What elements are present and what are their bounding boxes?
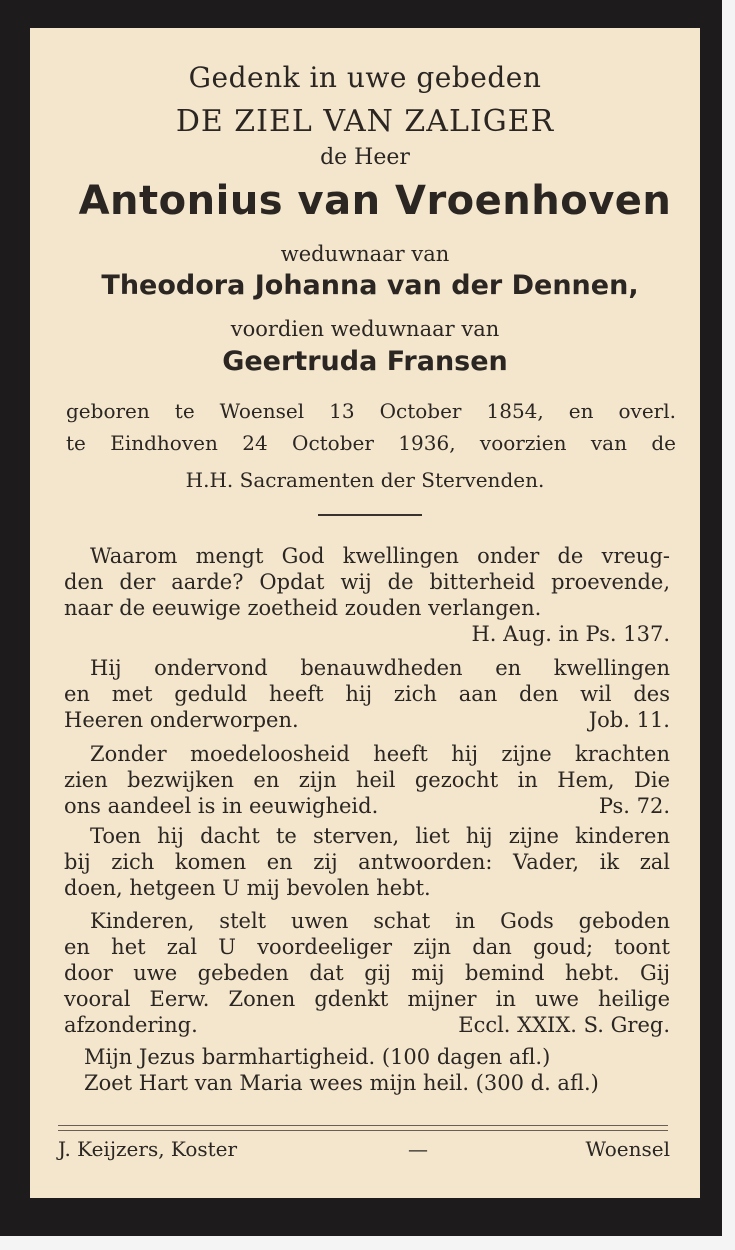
footer (58, 1133, 670, 1165)
paragraph-last-line (64, 707, 670, 733)
paragraph-line: vooral Eerw. Zonen gdenkt mijner in uwe heilige (64, 987, 670, 1011)
paragraph-4 (64, 823, 670, 901)
second-wife-name: Geertruda Fransen (222, 346, 508, 377)
bio-line-3: H.H. Sacramenten der Stervenden. (185, 468, 545, 492)
paragraph-last-line (64, 793, 670, 819)
paragraph-5 (64, 908, 670, 1038)
indulgence-prayers (64, 1044, 670, 1096)
paragraph-line: Hij ondervond benauwdheden en kwellingen (90, 656, 670, 680)
paragraph-line: Waarom mengt God kwellingen onder de vreug- (90, 544, 670, 568)
paragraph-reference: Ps. 72. (598, 794, 670, 818)
paragraph-last-line (64, 1012, 670, 1038)
paragraph-line: en met geduld heeft hij zich aan den wil des (64, 682, 670, 706)
paragraph-3 (64, 741, 670, 819)
paragraph-line: Toen hij dacht te sterven, liet hij zijne kinderen (90, 824, 670, 848)
paragraph-line: door uwe gebeden dat gij mij bemind hebt. Gij (64, 961, 670, 985)
paragraph-line: zien bezwijken en zijn heil gezocht in Hem, Die (64, 768, 670, 792)
header-line-3: de Heer (320, 145, 410, 170)
footer-rule-bottom (58, 1130, 668, 1131)
paragraph-line: Zonder moedeloosheid heeft hij zijne krachten (90, 742, 670, 766)
footer-dash: — (408, 1137, 428, 1161)
paragraph-2 (64, 655, 670, 733)
paragraph-last-text: afzondering. (64, 1013, 198, 1037)
paragraph-line: den der aarde? Opdat wij de bitterheid proevende, (64, 570, 670, 594)
header-line-1: Gedenk in uwe gebeden (188, 61, 542, 94)
widower-of-label: weduwnaar van (280, 242, 450, 266)
paragraph-last-text: ons aandeel is in eeuwigheid. (64, 794, 379, 818)
paragraph-last-line (64, 875, 670, 901)
printer-name: J. Keijzers, Koster (58, 1137, 238, 1161)
paragraph-reference: H. Aug. in Ps. 137. (471, 622, 670, 646)
paragraph-last-text: doen, hetgeen U mij bevolen hebt. (64, 876, 431, 900)
first-wife-name: Theodora Johanna van der Dennen, (101, 270, 639, 301)
memorial-card (30, 28, 700, 1198)
paragraph-1 (64, 543, 670, 647)
paragraph-line: naar de eeuwige zoetheid zouden verlangen. (64, 596, 542, 620)
footer-rule-top (58, 1125, 668, 1126)
bio-line-2: te Eindhoven 24 October 1936, voorzien van de (66, 431, 676, 455)
deceased-name: Antonius van Vroenhoven (78, 178, 672, 224)
paragraph-reference: Eccl. XXIX. S. Greg. (458, 1013, 670, 1037)
short-divider (318, 514, 422, 516)
paragraph-line: en het zal U voordeeliger zijn dan goud; toont (64, 935, 670, 959)
previously-widower-label: voordien weduwnaar van (230, 317, 500, 341)
footer-place: Woensel (585, 1137, 670, 1161)
indulgence-line: Zoet Hart van Maria wees mijn heil. (300 d. afl.) (84, 1071, 599, 1095)
paragraph-last-text: Heeren onderworpen. (64, 708, 299, 732)
paragraph-line: bij zich komen en zij antwoorden: Vader, ik zal (64, 850, 670, 874)
bio-line-1: geboren te Woensel 13 October 1854, en overl. (66, 399, 676, 423)
header-line-2: DE ZIEL VAN ZALIGER (175, 104, 555, 139)
indulgence-line: Mijn Jezus barmhartigheid. (100 dagen afl.) (84, 1045, 551, 1069)
paragraph-line: Kinderen, stelt uwen schat in Gods geboden (90, 909, 670, 933)
paragraph-reference: Job. 11. (588, 708, 670, 732)
